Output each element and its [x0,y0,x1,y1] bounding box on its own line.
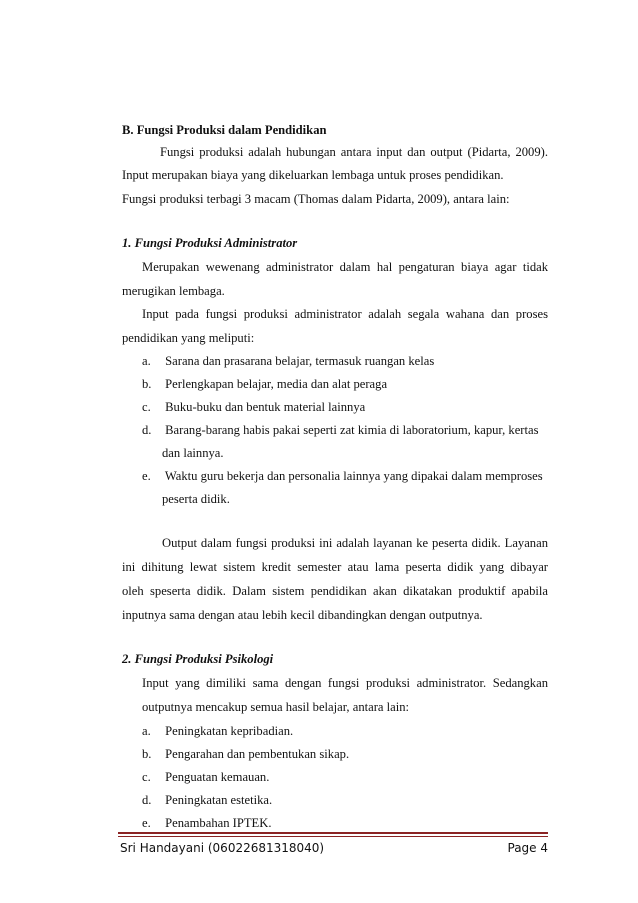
output-line-4: inputnya sama dengan atau lebih kecil dibandingkan dengan outputnya. [122,608,483,622]
list-item-text: Sarana dan prasarana belajar, termasuk ruangan kelas [165,354,435,368]
sub2-list-item [142,769,269,785]
sub1-list-item [142,376,387,392]
sub1-para1-line-1: Merupakan wewenang administrator dalam hal pengaturan biaya agar tidak [142,260,548,274]
footer-author: Sri Handayani (06022681318040) [120,841,325,855]
sub1-list-item [142,468,543,484]
list-marker: d. [142,793,152,807]
sub2-para-line-1: Input yang dimiliki sama dengan fungsi produksi administrator. Sedangkan [142,676,548,690]
list-item-text: Barang-barang habis pakai seperti zat kimia di laboratorium, kapur, kertas [165,423,539,437]
list-marker: b. [142,747,152,761]
list-item-text: Penambahan IPTEK. [165,816,272,830]
sub1-list-item [142,422,538,438]
sub2-para-line-2: outputnya mencakup semua hasil belajar, antara lain: [142,700,410,714]
sub2-list-item [142,792,272,808]
output-line-2: ini dihitung lewat sistem kredit semester atau lama peserta didik yang dibayar [122,560,548,574]
list-item-text: Peningkatan estetika. [165,793,273,807]
subsection-1-heading: 1. Fungsi Produksi Administrator [122,236,298,250]
list-item-continuation: dan lainnya. [162,446,224,460]
list-item-text: Pengarahan dan pembentukan sikap. [165,747,350,761]
sub1-para1-line-2: merugikan lembaga. [122,284,225,298]
list-item-text: Penguatan kemauan. [165,770,270,784]
footer-page-number: Page 4 [507,841,548,855]
list-marker: e. [142,816,151,830]
list-item-text: Peningkatan kepribadian. [165,724,294,738]
list-item-continuation: peserta didik. [162,492,230,506]
sub1-list-item [142,399,365,415]
list-marker: d. [142,423,152,437]
intro-line-1: Fungsi produksi adalah hubungan antara input dan output (Pidarta, 2009). [160,145,548,159]
list-item-text: Perlengkapan belajar, media dan alat peraga [165,377,388,391]
list-item-text: Buku-buku dan bentuk material lainnya [165,400,366,414]
sub1-para2-line-1: Input pada fungsi produksi administrator adalah segala wahana dan proses [142,307,548,321]
list-marker: b. [142,377,152,391]
list-marker: e. [142,469,151,483]
sub2-list-item [142,723,293,739]
section-heading: B. Fungsi Produksi dalam Pendidikan [122,123,327,137]
list-marker: c. [142,770,151,784]
sub2-list-item [142,746,349,762]
sub1-list-item [142,353,434,369]
output-line-1: Output dalam fungsi produksi ini adalah layanan ke peserta didik. Layanan [162,536,548,550]
sub1-para2-line-2: pendidikan yang meliputi: [122,331,255,345]
intro-line-3: Fungsi produksi terbagi 3 macam (Thomas dalam Pidarta, 2009), antara lain: [122,192,510,206]
intro-line-2: Input merupakan biaya yang dikeluarkan lembaga untuk proses pendidikan. [122,168,504,182]
list-marker: c. [142,400,151,414]
list-item-text: Waktu guru bekerja dan personalia lainnya yang dipakai dalam memproses [164,469,543,483]
list-marker: a. [142,724,151,738]
subsection-2-heading: 2. Fungsi Produksi Psikologi [122,652,274,666]
footer-rule-bottom [118,836,548,837]
footer-rule-top [118,832,548,834]
output-line-3: oleh speserta didik. Dalam sistem pendidikan akan dikatakan produktif apabila [122,584,548,598]
list-marker: a. [142,354,151,368]
sub2-list-item [142,815,271,831]
